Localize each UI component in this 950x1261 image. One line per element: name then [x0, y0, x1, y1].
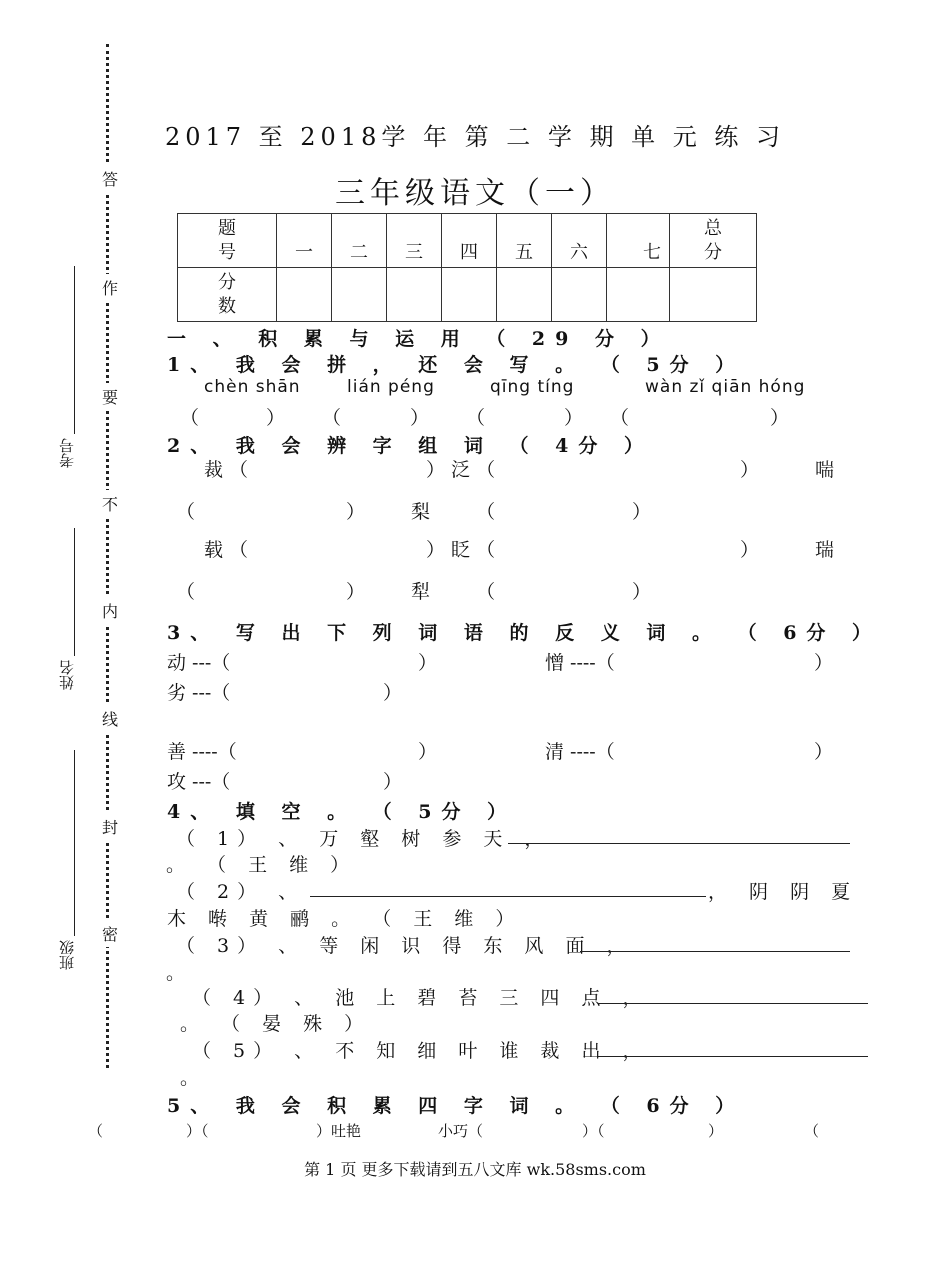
score-table-column: 五	[497, 214, 552, 268]
score-table-column: 一	[277, 214, 332, 268]
q3-item: ）	[383, 771, 403, 793]
score-cell[interactable]	[552, 268, 607, 322]
score-table-column: 六	[552, 214, 607, 268]
q3-heading: 3、 写 出 下 列 词 语 的 反 义 词 。 （ 6分 ）	[167, 622, 882, 644]
q1-answer-open[interactable]: （	[466, 407, 486, 429]
q4-heading: 4、 填 空 。 （ 5分 ）	[167, 801, 517, 823]
q2-item[interactable]: （	[176, 581, 196, 603]
q5-item[interactable]: （	[88, 1122, 104, 1140]
name-line	[74, 528, 75, 656]
score-cell[interactable]	[277, 268, 332, 322]
q3-item: ）	[814, 652, 834, 674]
q3-item[interactable]: 劣 ---（	[167, 682, 231, 704]
seal-char: 内	[102, 597, 118, 624]
q1-pinyin: qīng tíng	[490, 377, 575, 397]
q4-line: ， 阴 阴 夏	[708, 881, 859, 903]
q4-blank[interactable]	[580, 933, 850, 952]
seal-char: 要	[102, 383, 118, 410]
q4-line: （ 2） 、	[176, 881, 306, 903]
seal-char: 答	[102, 165, 118, 192]
q5-item: ）吐艳	[316, 1122, 362, 1140]
exam-subtitle: 三年级语文（一）	[335, 176, 615, 211]
q1-heading: 1、 我 会 拼 ， 还 会 写 。 （ 5分 ）	[167, 354, 745, 376]
q1-answer-close: ）	[266, 407, 286, 429]
q2-item[interactable]: ） 梨 （	[346, 501, 496, 523]
score-table-column: 三	[387, 214, 442, 268]
q2-item[interactable]: （	[176, 501, 196, 523]
q5-heading: 5、 我 会 积 累 四 字 词 。 （ 6分 ）	[167, 1095, 745, 1117]
exam-title: 2017 至 2018学 年 第 二 学 期 单 元 练 习	[164, 123, 786, 151]
score-table-column: 四	[442, 214, 497, 268]
q4-blank[interactable]	[310, 878, 706, 897]
seal-char: 封	[102, 813, 118, 840]
q2-item[interactable]: ） 瑞	[740, 539, 835, 561]
q1-pinyin: chèn shān	[204, 377, 301, 397]
q3-item: ）	[383, 682, 403, 704]
q2-item[interactable]: 裁 （	[204, 459, 249, 481]
q2-item[interactable]: ） 喘	[740, 459, 835, 481]
q3-item: ）	[418, 652, 438, 674]
q3-item[interactable]: 憎 ----（	[545, 652, 615, 674]
q2-heading: 2、 我 会 辨 字 组 词 （ 4分 ）	[167, 435, 653, 457]
exam-number-line	[74, 266, 75, 434]
q5-item: ）	[708, 1122, 724, 1140]
q4-blank[interactable]	[598, 1038, 868, 1057]
q3-item[interactable]: 攻 ---（	[167, 771, 231, 793]
q2-item[interactable]: ） 泛 （	[426, 459, 496, 481]
q5-item[interactable]: 小巧（	[438, 1122, 484, 1140]
score-table-total-header: 总 分	[670, 214, 757, 268]
seal-char: 作	[102, 274, 118, 301]
q2-item[interactable]: ） 眨 （	[426, 539, 496, 561]
q4-line: （ 1） 、 万 壑 树 参 天 ，	[176, 828, 552, 850]
q4-line: 。	[166, 962, 186, 984]
score-total-cell[interactable]	[670, 268, 757, 322]
q1-pinyin: lián péng	[347, 377, 435, 397]
q1-answer-open[interactable]: （	[180, 407, 200, 429]
score-table-header-cell: 题 号	[178, 214, 277, 268]
q1-answer-open[interactable]: （	[610, 407, 630, 429]
score-cell[interactable]	[332, 268, 387, 322]
seal-char: 线	[102, 705, 118, 732]
exam-number-label: 考号	[58, 438, 76, 468]
q3-item[interactable]: 清 ----（	[545, 741, 615, 763]
q5-item[interactable]: ）（	[186, 1122, 209, 1140]
q2-item: ）	[632, 501, 652, 523]
q3-item[interactable]: 动 ---（	[167, 652, 231, 674]
q4-blank[interactable]	[508, 825, 850, 844]
score-cell[interactable]	[497, 268, 552, 322]
q2-item: ）	[632, 581, 652, 603]
score-table	[177, 213, 757, 322]
q5-item[interactable]: （	[804, 1122, 820, 1140]
q2-item[interactable]: 载 （	[204, 539, 249, 561]
seal-char: 密	[102, 920, 118, 947]
section-heading: 一 、 积 累 与 运 用 （ 29 分 ）	[167, 328, 670, 350]
q1-answer-close: ）	[410, 407, 430, 429]
page-footer: 第 1 页 更多下载请到五八文库 wk.58sms.com	[304, 1160, 646, 1179]
q4-line: （ 3） 、 等 闲 识 得 东 风 面 ，	[176, 935, 634, 957]
score-cell[interactable]	[442, 268, 497, 322]
score-table-row-label: 分 数	[178, 268, 277, 322]
score-table-column: 二	[332, 214, 387, 268]
q4-line: 。	[180, 1067, 200, 1089]
q2-item[interactable]: ） 犁 （	[346, 581, 496, 603]
q1-answer-close: ）	[770, 407, 790, 429]
q4-line: 木 啭 黄 鹂 。 （ 王 维 ）	[167, 908, 523, 930]
q4-blank[interactable]	[598, 985, 868, 1004]
q4-line: （ 5） 、 不 知 细 叶 谁 裁 出 ，	[192, 1040, 650, 1062]
class-line	[74, 750, 75, 936]
q4-line: 。 （ 王 维 ）	[166, 854, 358, 876]
score-cell[interactable]	[387, 268, 442, 322]
name-label: 姓名	[58, 660, 76, 690]
class-label: 班级	[58, 940, 76, 970]
score-table-column: 七	[607, 214, 670, 268]
q3-item: ）	[418, 741, 438, 763]
q3-item: ）	[814, 741, 834, 763]
q3-item[interactable]: 善 ----（	[167, 741, 237, 763]
q5-item[interactable]: ）（	[582, 1122, 605, 1140]
q1-answer-close: ）	[564, 407, 584, 429]
q4-line: 。 （ 晏 殊 ）	[180, 1013, 372, 1035]
seal-char: 不	[102, 490, 118, 517]
q4-line: （ 4） 、 池 上 碧 苔 三 四 点 ，	[192, 987, 650, 1009]
score-cell[interactable]	[607, 268, 670, 322]
q1-answer-open[interactable]: （	[322, 407, 342, 429]
q1-pinyin: wàn zǐ qiān hóng	[645, 377, 806, 397]
